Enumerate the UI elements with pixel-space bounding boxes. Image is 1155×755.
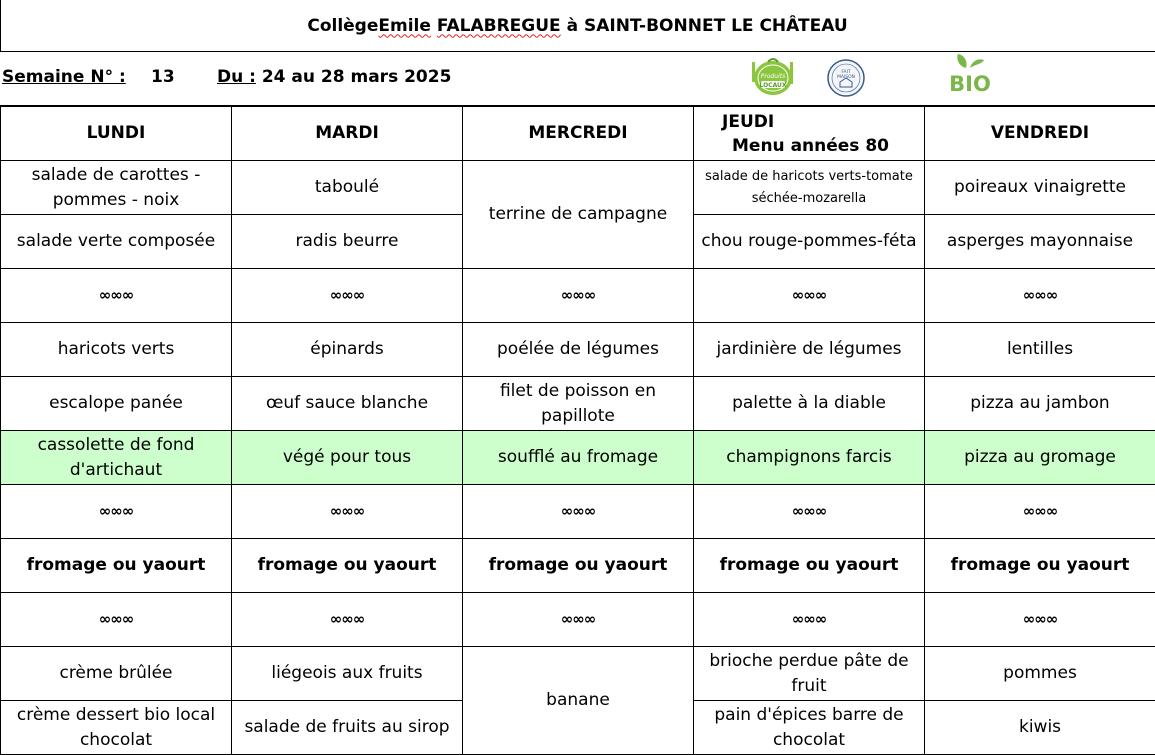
separator: ∞∞∞ xyxy=(463,485,694,539)
bio-logo xyxy=(944,52,996,96)
separator: ∞∞∞ xyxy=(694,269,925,323)
main-jeudi: palette à la diable xyxy=(694,377,925,431)
separator: ∞∞∞ xyxy=(1,593,232,647)
svg-text:Produits: Produits xyxy=(761,73,786,80)
separator-row-2 xyxy=(1,485,1155,539)
dairy-jeudi: fromage ou yaourt xyxy=(694,539,925,593)
dessert-mercredi: banane xyxy=(463,647,694,755)
day-mercredi: MERCREDI xyxy=(463,107,694,161)
dairy-row xyxy=(1,539,1155,593)
side-jeudi: jardinière de légumes xyxy=(694,323,925,377)
main-lundi: escalope panée xyxy=(1,377,232,431)
day-jeudi-label: JEUDI xyxy=(722,110,920,134)
title-prefix: Collège xyxy=(307,16,378,36)
dessert-lundi-1: crème brûlée xyxy=(1,647,232,701)
days-header-row xyxy=(1,107,1155,161)
title-word-falabregue: FALABREGUE xyxy=(437,16,561,36)
separator: ∞∞∞ xyxy=(232,593,463,647)
side-lundi: haricots verts xyxy=(1,323,232,377)
vege-vendredi: pizza au gromage xyxy=(925,431,1155,485)
starter-mardi-2: radis beurre xyxy=(232,215,463,269)
dessert-vendredi-1: pommes xyxy=(925,647,1155,701)
date-range-value: 24 au 28 mars 2025 xyxy=(256,67,451,87)
produits-locaux-logo xyxy=(750,56,796,98)
day-vendredi: VENDREDI xyxy=(925,107,1155,161)
day-jeudi xyxy=(694,107,925,161)
dairy-mercredi: fromage ou yaourt xyxy=(463,539,694,593)
jeudi-theme: Menu années 80 xyxy=(722,134,920,158)
separator: ∞∞∞ xyxy=(1,269,232,323)
side-vendredi: lentilles xyxy=(925,323,1155,377)
title-word-emile: Emile xyxy=(378,16,431,36)
starter-mercredi: terrine de campagne xyxy=(463,161,694,269)
main-vendredi: pizza au jambon xyxy=(925,377,1155,431)
separator-row-1 xyxy=(1,269,1155,323)
main-mardi: œuf sauce blanche xyxy=(232,377,463,431)
dessert-jeudi-1: brioche perdue pâte de fruit xyxy=(694,647,925,701)
week-number: 13 xyxy=(151,67,175,87)
week-info-row xyxy=(0,52,1155,106)
separator: ∞∞∞ xyxy=(232,269,463,323)
week-label: Semaine N° : xyxy=(2,67,126,87)
starter-vendredi-2: asperges mayonnaise xyxy=(925,215,1155,269)
sides-row xyxy=(1,323,1155,377)
separator: ∞∞∞ xyxy=(925,593,1155,647)
starter-jeudi-1: salade de haricots verts-tomate séchée-mozarella xyxy=(694,161,925,215)
starter-vendredi-1: poireaux vinaigrette xyxy=(925,161,1155,215)
dessert-vendredi-2: kiwis xyxy=(925,701,1155,755)
date-prefix: Du : xyxy=(217,67,256,87)
dessert-jeudi-2: pain d'épices barre de chocolat xyxy=(694,701,925,755)
svg-text:FAIT: FAIT xyxy=(841,69,851,75)
vege-lundi: cassolette de fond d'artichaut xyxy=(1,431,232,485)
local-logo-text: LOCAUX xyxy=(759,82,786,89)
date-range xyxy=(217,67,451,87)
fait-maison-logo xyxy=(826,58,866,98)
title-suffix: à SAINT-BONNET LE CHÂTEAU xyxy=(561,16,848,36)
separator: ∞∞∞ xyxy=(694,485,925,539)
separator: ∞∞∞ xyxy=(925,485,1155,539)
page-title xyxy=(0,0,1155,52)
separator: ∞∞∞ xyxy=(463,593,694,647)
dessert-row-1 xyxy=(1,647,1155,701)
separator: ∞∞∞ xyxy=(1,485,232,539)
starter-lundi-1: salade de carottes - pommes - noix xyxy=(1,161,232,215)
dessert-mardi-2: salade de fruits au sirop xyxy=(232,701,463,755)
starter-jeudi-2: chou rouge-pommes-féta xyxy=(694,215,925,269)
separator: ∞∞∞ xyxy=(232,485,463,539)
separator-row-3 xyxy=(1,593,1155,647)
vege-mercredi: soufflé au fromage xyxy=(463,431,694,485)
starter-mardi-1: taboulé xyxy=(232,161,463,215)
dessert-mardi-1: liégeois aux fruits xyxy=(232,647,463,701)
mains-row xyxy=(1,377,1155,431)
vege-jeudi: champignons farcis xyxy=(694,431,925,485)
vege-row xyxy=(1,431,1155,485)
side-mardi: épinards xyxy=(232,323,463,377)
menu-table xyxy=(0,106,1155,755)
main-mercredi: filet de poisson en papillote xyxy=(463,377,694,431)
separator: ∞∞∞ xyxy=(694,593,925,647)
bio-logo-text: BIO xyxy=(949,72,991,96)
dairy-mardi: fromage ou yaourt xyxy=(232,539,463,593)
day-lundi: LUNDI xyxy=(1,107,232,161)
dessert-lundi-2: crème dessert bio local chocolat xyxy=(1,701,232,755)
starter-lundi-2: salade verte composée xyxy=(1,215,232,269)
dairy-vendredi: fromage ou yaourt xyxy=(925,539,1155,593)
side-mercredi: poélée de légumes xyxy=(463,323,694,377)
dairy-lundi: fromage ou yaourt xyxy=(1,539,232,593)
separator: ∞∞∞ xyxy=(463,269,694,323)
day-mardi: MARDI xyxy=(232,107,463,161)
svg-text:MAISON: MAISON xyxy=(837,74,855,80)
starter-row-1 xyxy=(1,161,1155,215)
separator: ∞∞∞ xyxy=(925,269,1155,323)
vege-mardi: végé pour tous xyxy=(232,431,463,485)
